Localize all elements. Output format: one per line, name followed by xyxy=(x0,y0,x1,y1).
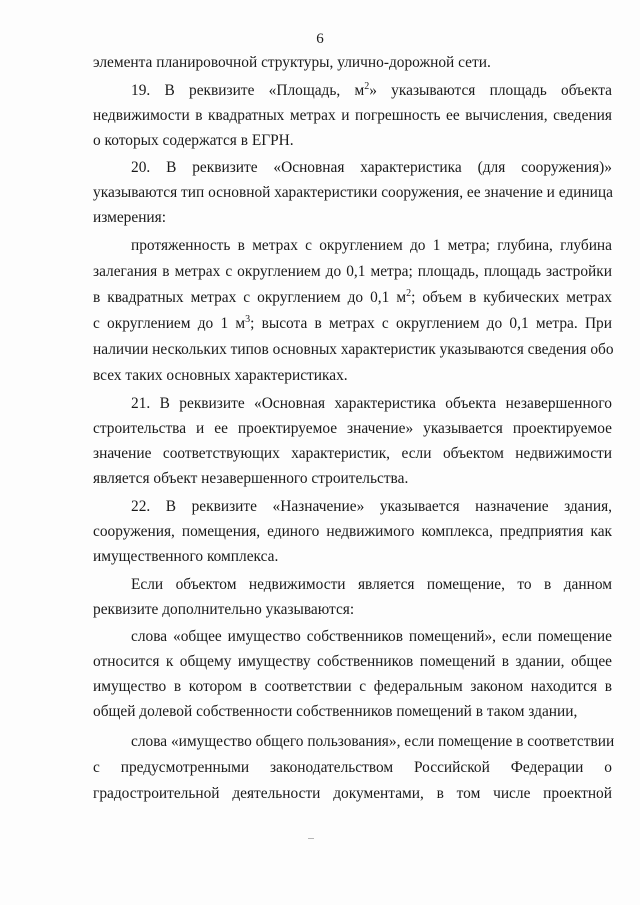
text-line: имущественного комплекса. xyxy=(93,548,279,565)
text-line: строительства и ее проектируемое значение» указывается проектируемое xyxy=(93,420,612,437)
text-line: является объект незавершенного строительства. xyxy=(93,470,409,487)
text-line: общей долевой собственности собственников помещений в таком здании, xyxy=(93,703,578,720)
page-number: 6 xyxy=(316,31,324,47)
text-line: относится к общему имуществу собственников помещений в здании, общее xyxy=(93,653,612,670)
superscript: 3 xyxy=(245,314,251,325)
text-line: залегания в метрах с округлением до 0,1 метра; площадь, площадь застройки xyxy=(93,263,612,280)
text-fragment: ; высота в метрах с округлением до 0,1 метра. При xyxy=(250,315,612,332)
text-line: слова «имущество общего пользования», если помещение в соответствии xyxy=(131,733,615,750)
text-line: наличии нескольких типов основных характеристик указываются сведения обо xyxy=(93,341,614,358)
text-fragment: в квадратных метрах с округлением до 0,1 м xyxy=(93,289,407,306)
text-fragment: с округлением до 1 м xyxy=(93,315,246,332)
text-line: слова «общее имущество собственников помещений», если помещение xyxy=(131,628,612,645)
text-line: градостроительной деятельности документами, в том числе проектной xyxy=(93,785,612,802)
text-line: элемента планировочной структуры, улично-дорожной сети. xyxy=(93,54,491,71)
clause-19-heading xyxy=(131,81,612,101)
text-line: значение соответствующих характеристик, если объектом недвижимости xyxy=(93,445,612,462)
text-line xyxy=(93,288,612,308)
text-line: с предусмотренными законодательством Российской Федерации о xyxy=(93,759,612,776)
text-line: Если объектом недвижимости является помещение, то в данном xyxy=(131,576,612,593)
text-line: реквизите дополнительно указываются: xyxy=(93,601,355,618)
scan-artifact-mark xyxy=(308,838,314,839)
text-line: измерения: xyxy=(93,209,167,226)
text-line: о которых содержатся в ЕГРН. xyxy=(93,132,294,149)
text-line: сооружения, помещения, единого недвижимого комплекса, предприятия как xyxy=(93,523,612,540)
superscript: 2 xyxy=(364,81,370,92)
text-line: указываются тип основной характеристики сооружения, ее значение и единица xyxy=(93,184,613,201)
text-line: протяженность в метрах с округлением до 1 метра; глубина, глубина xyxy=(131,237,612,254)
superscript: 2 xyxy=(406,288,412,299)
text-fragment: ; объем в кубических метрах xyxy=(411,289,612,306)
clause-20-heading: 20. В реквизите «Основная характеристика (для сооружения)» xyxy=(131,159,612,176)
text-line: имущество в котором в соответствии с федеральным законом находится в xyxy=(93,678,612,695)
clause-21-heading: 21. В реквизите «Основная характеристика объекта незавершенного xyxy=(131,395,612,412)
text-line xyxy=(93,314,612,334)
text-line: недвижимости в квадратных метрах и погрешность ее вычисления, сведения xyxy=(93,107,612,124)
text-line: всех таких основных характеристиках. xyxy=(93,367,348,384)
text-fragment: » указываются площадь объекта xyxy=(369,82,612,99)
clause-22-heading: 22. В реквизите «Назначение» указывается назначение здания, xyxy=(131,498,612,515)
text-fragment: 19. В реквизите «Площадь, м xyxy=(131,82,365,99)
